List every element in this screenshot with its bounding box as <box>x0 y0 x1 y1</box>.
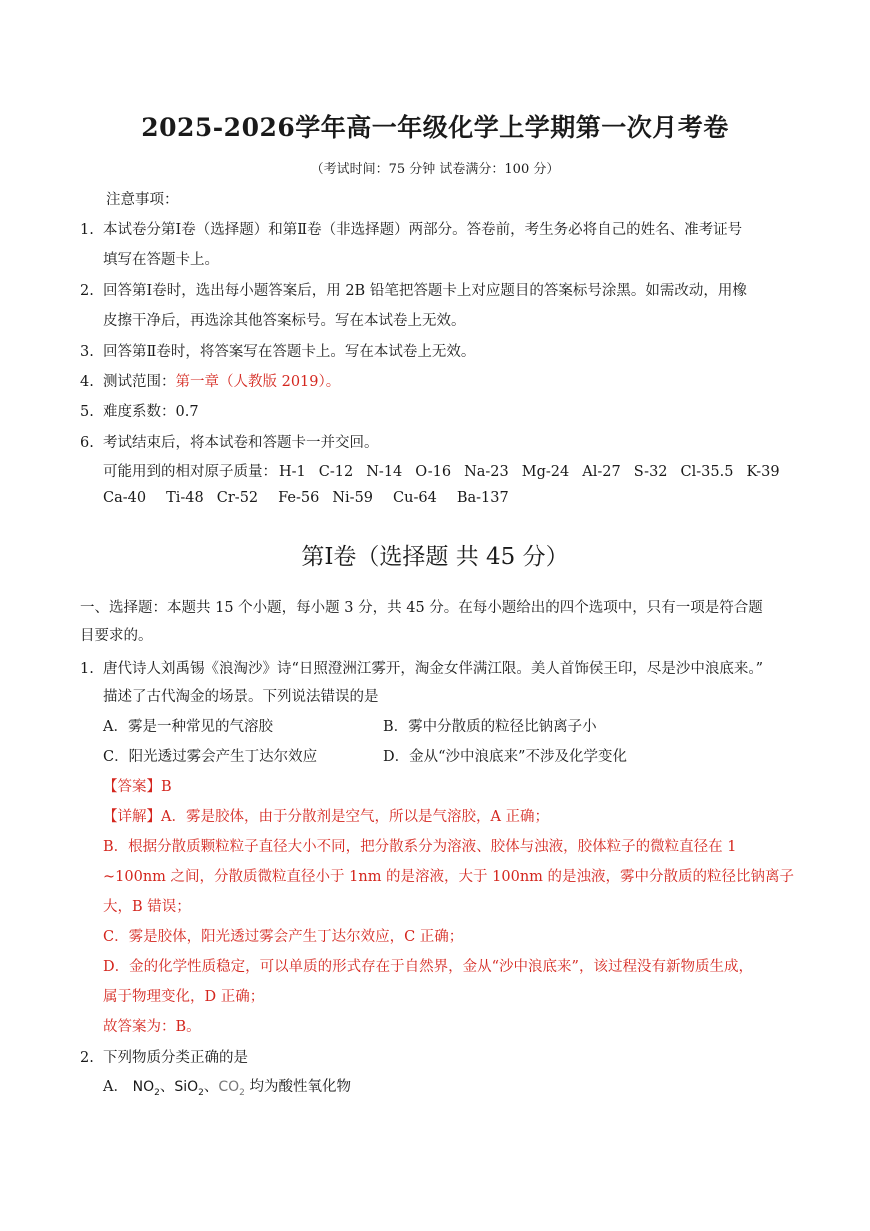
q1-detail-6: D．金的化学性质稳定，可以单质的形式存在于自然界，金从“沙中浪底来”，该过程没有新物质生成， <box>103 959 753 975</box>
notice-1: 1. 本试卷分第Ⅰ卷（选择题）和第Ⅱ卷（非选择题）两部分。答卷前，考生务必将自己的姓名、准考证号 <box>80 222 743 238</box>
q1-option-c: C．阳光透过雾会产生丁达尔效应 <box>103 749 318 765</box>
q1-detail-7: 属于物理变化，D 正确； <box>103 989 265 1005</box>
q1-option-b: B．雾中分散质的粒径比钠离子小 <box>383 719 597 735</box>
q1-option-d: D．金从“沙中浪底来”不涉及化学变化 <box>383 749 627 765</box>
test-scope: 第一章（人教版 2019）。 <box>175 374 341 390</box>
q1-option-a: A．雾是一种常见的气溶胶 <box>103 719 273 735</box>
q1-stem-2: 描述了古代淘金的场景。下列说法错误的是 <box>103 689 379 705</box>
notice-5: 5. 难度系数：0.7 <box>80 404 199 420</box>
section-title: 第Ⅰ卷（选择题 共 45 分） <box>301 544 569 570</box>
q1-stem-1: 1. 唐代诗人刘禹锡《浪淘沙》诗“日照澄洲江雾开，淘金女伴满江限。美人首饰侯王印，尽是沙中浪底来。” <box>80 661 764 677</box>
instructions-line-2: 目要求的。 <box>80 628 153 644</box>
q1-answer: 【答案】B <box>103 779 172 795</box>
formula-no2: $NO_2$ <box>132 1079 160 1098</box>
q1-detail-1: 【详解】A．雾是胶体，由于分散剂是空气，所以是气溶胶，A 正确； <box>103 809 550 825</box>
instructions-line-1: 一、选择题：本题共 15 个小题，每小题 3 分，共 45 分。在每小题给出的四个选项中，只有一项是符合题 <box>80 600 763 616</box>
q1-detail-5: C．雾是胶体，阳光透过雾会产生丁达尔效应，C 正确； <box>103 929 464 945</box>
atomic-mass-row-2: Ca-40 Ti-48 Cr-52 Fe-56 Ni-59 Cu-64 Ba-137 <box>103 490 509 506</box>
notice-4: 4. 测试范围：第一章（人教版 2019）。 <box>80 374 341 390</box>
exam-title: 2025-2026学年高一年级化学上学期第一次月考卷 <box>141 113 729 142</box>
q1-detail-8: 故答案为：B。 <box>103 1019 201 1035</box>
notice-3: 3. 回答第Ⅱ卷时，将答案写在答题卡上。写在本试卷上无效。 <box>80 344 476 360</box>
q2-option-a: A． $NO_2$、SiO$_2$、$CO_2$ 均为酸性氧化物 <box>103 1079 351 1098</box>
notice-heading: 注意事项： <box>106 192 179 208</box>
notice-2-cont: 皮擦干净后，再选涂其他答案标号。写在本试卷上无效。 <box>103 313 466 329</box>
formula-co2: $CO_2$ <box>218 1079 245 1098</box>
q1-detail-3: ~100nm 之间，分散质微粒直径小于 1nm 的是溶液，大于 100nm 的是浊液，雾中分散质的粒径比钠离子 <box>103 869 795 885</box>
exam-subtitle: （考试时间：75 分钟 试卷满分：100 分） <box>310 162 560 177</box>
notice-1-cont: 填写在答题卡上。 <box>103 252 219 268</box>
notice-2: 2. 回答第Ⅰ卷时，选出每小题答案后，用 2B 铅笔把答题卡上对应题目的答案标号涂黑。如需改动，用橡 <box>80 283 747 299</box>
q2-stem: 2. 下列物质分类正确的是 <box>80 1050 248 1066</box>
q1-detail-4: 大，B 错误； <box>103 899 191 915</box>
q1-detail-2: B．根据分散质颗粒粒子直径大小不同，把分散系分为溶液、胶体与浊液，胶体粒子的微粒直径在 1 <box>103 839 737 855</box>
notice-6: 6. 考试结束后，将本试卷和答题卡一并交回。 <box>80 435 379 451</box>
atomic-mass-row-1: 可能用到的相对原子质量： H-1 C-12 N-14 O-16 Na-23 Mg-24 Al-27 S-32 Cl-35.5 K-39 <box>103 464 780 480</box>
formula-sio2: SiO$_2$ <box>174 1079 204 1098</box>
